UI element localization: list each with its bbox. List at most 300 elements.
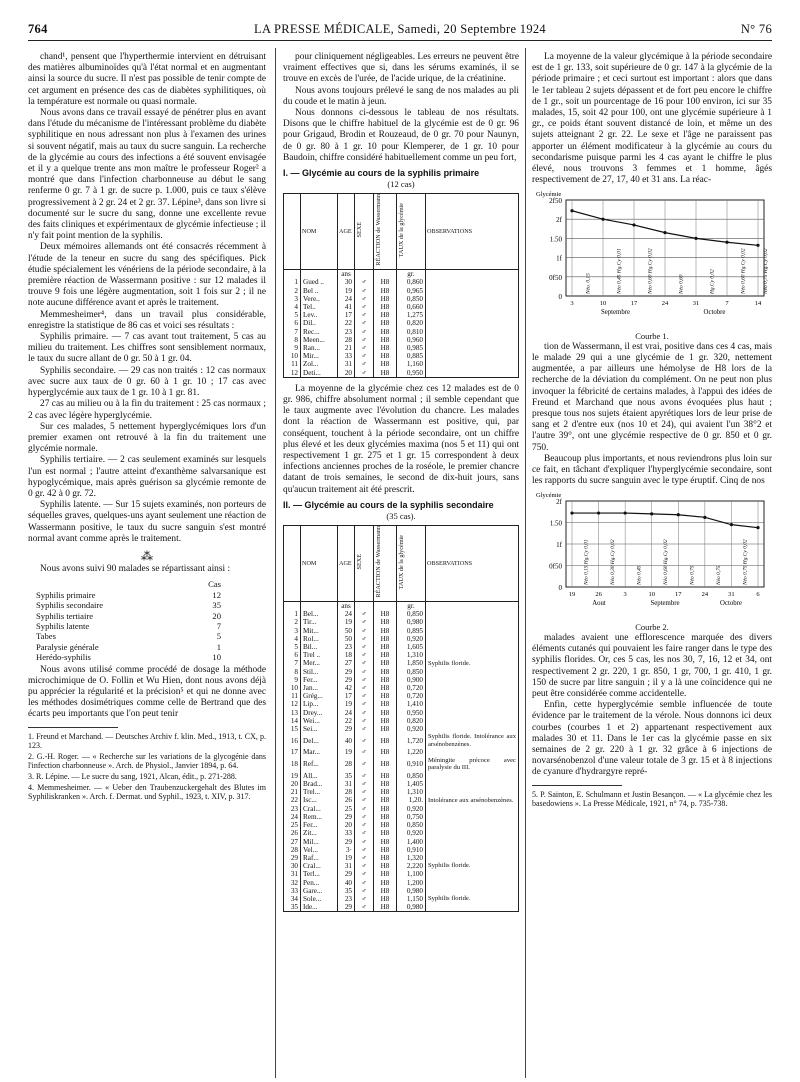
table-row xyxy=(284,295,519,303)
table-cell: 1,100 xyxy=(397,870,426,878)
month-label: Octobre xyxy=(703,309,726,317)
table-cell: H8 xyxy=(374,610,397,618)
table-cell: 7 xyxy=(284,659,301,667)
table-cell xyxy=(426,352,519,360)
table-row xyxy=(284,838,519,846)
distribution-row xyxy=(36,611,221,621)
header-label: OBSERVATIONS xyxy=(427,559,473,567)
table-cell xyxy=(426,838,519,846)
table-cell: H8 xyxy=(374,287,397,295)
table-cell: ♂ xyxy=(355,369,374,378)
table-cell: 0,895 xyxy=(397,627,426,635)
data-point xyxy=(677,514,680,517)
table-cell: Trel... xyxy=(301,788,338,796)
table-cell: 1,220 xyxy=(397,748,426,756)
table-cell: ♂ xyxy=(355,903,374,912)
unit-cell xyxy=(284,270,301,279)
table-cell: ♂ xyxy=(355,676,374,684)
data-point xyxy=(663,231,666,234)
table-cell xyxy=(426,879,519,887)
table-cell xyxy=(426,709,519,717)
table-cell: H8 xyxy=(374,903,397,912)
table-row xyxy=(284,821,519,829)
dist-value: 5 xyxy=(216,631,221,642)
table-cell: ♂ xyxy=(355,887,374,895)
table-cell: 1,410 xyxy=(397,700,426,708)
table-cell: H8 xyxy=(374,838,397,846)
table-cell xyxy=(426,311,519,319)
table-cell: 5 xyxy=(284,311,301,319)
table-cell: 31 xyxy=(338,780,355,788)
table-cell: 35 xyxy=(338,887,355,895)
table-cell: Vere.. xyxy=(301,295,338,303)
table-row xyxy=(284,725,519,733)
table-row xyxy=(284,336,519,344)
table-cell: Rol... xyxy=(301,635,338,643)
header-label: RÉACTION de Wassermann xyxy=(375,526,382,598)
table-row xyxy=(284,879,519,887)
table-cell: 0,850 xyxy=(397,668,426,676)
table-cell: 27 xyxy=(284,838,301,846)
data-point xyxy=(725,241,728,244)
table-cell: H8 xyxy=(374,352,397,360)
unit-cell: ans xyxy=(338,270,355,279)
table-cell: ♂ xyxy=(355,780,374,788)
table-cell: ♂ xyxy=(355,821,374,829)
table-cell: 22 xyxy=(338,319,355,327)
table-cell: 1,20. xyxy=(397,796,426,804)
table-cell: 29 xyxy=(338,838,355,846)
dist-value: 1 xyxy=(216,641,221,652)
month-label: Aout xyxy=(592,600,606,608)
table-row xyxy=(284,895,519,903)
table-cell xyxy=(426,643,519,651)
data-point xyxy=(756,527,759,530)
table-cell: H8 xyxy=(374,854,397,862)
y-axis-label: Glycémie xyxy=(536,492,562,500)
table-cell xyxy=(426,618,519,626)
table-cell: 0,950 xyxy=(397,369,426,378)
table-cell: H8 xyxy=(374,700,397,708)
table-header-cell xyxy=(284,194,301,270)
table-cell: 0,850 xyxy=(397,821,426,829)
dist-label: Herédo-syphilis xyxy=(36,652,91,663)
table-cell: H8 xyxy=(374,319,397,327)
table-cell: 28 xyxy=(338,757,355,772)
table-cell xyxy=(426,287,519,295)
unit-cell: ans xyxy=(338,602,355,611)
table-cell: H8 xyxy=(374,717,397,725)
unit-cell xyxy=(355,270,374,279)
y-tick-label: 1f xyxy=(556,255,562,264)
table-cell: Tel.. xyxy=(301,303,338,311)
month-label: Octobre xyxy=(720,600,742,608)
table-cell: 14 xyxy=(284,717,301,725)
table-cell: 42 xyxy=(338,684,355,692)
table-cell: H8 xyxy=(374,692,397,700)
table-cell: H8 xyxy=(374,748,397,756)
table-row xyxy=(284,772,519,780)
unit-cell: gr. xyxy=(397,602,426,611)
x-tick-label: 24 xyxy=(701,591,709,599)
data-point xyxy=(570,210,573,213)
table-cell: H8 xyxy=(374,643,397,651)
treatment-label: Néo 0,60 Hg.Cy 0,02 xyxy=(740,248,747,295)
table-cell: ♂ xyxy=(355,684,374,692)
table-row xyxy=(284,627,519,635)
table-cell: Intolérance aux arsénobenzènes. xyxy=(426,796,519,804)
table-row xyxy=(284,709,519,717)
table-cell: Gare... xyxy=(301,887,338,895)
chart-2-caption: Courbe 2. xyxy=(635,621,669,632)
data-point xyxy=(632,224,635,227)
table-cell: Jan... xyxy=(301,684,338,692)
table-cell: Brad... xyxy=(301,780,338,788)
table-cell: 1,605 xyxy=(397,643,426,651)
table-cell: 35 xyxy=(284,903,301,912)
x-tick-label: 19 xyxy=(568,591,576,599)
table-row xyxy=(284,813,519,821)
table-cell: 29 xyxy=(338,676,355,684)
table-cell: H8 xyxy=(374,344,397,352)
table-cell: 1,200 xyxy=(397,879,426,887)
table-row xyxy=(284,344,519,352)
table-row xyxy=(284,684,519,692)
table-cell xyxy=(426,369,519,378)
table-cell: H8 xyxy=(374,659,397,667)
distribution-row xyxy=(36,631,221,641)
table-row xyxy=(284,733,519,748)
table-cell xyxy=(426,780,519,788)
distribution-row xyxy=(36,621,221,631)
header-label: AGE xyxy=(339,559,352,567)
table-cell: ♂ xyxy=(355,813,374,821)
table-cell: H8 xyxy=(374,821,397,829)
table-cell: 17 xyxy=(284,748,301,756)
table-cell: 0,850 xyxy=(397,295,426,303)
table-cell: ♂ xyxy=(355,328,374,336)
table-cell: 5 xyxy=(284,643,301,651)
table-cell: Raf... xyxy=(301,854,338,862)
table-cell: 26 xyxy=(284,829,301,837)
table-cell xyxy=(426,870,519,878)
table-cell: 0,920 xyxy=(397,829,426,837)
y-tick-label: 0 xyxy=(558,293,562,302)
treatment-label: Néo 0,60 Hg.Cy 0,02 xyxy=(647,248,654,295)
paragraph: Sur ces malades, 5 nettement hyperglycémiques lors d'un premier examen ont retrouvé à la fin du traitement une glycémie normale. xyxy=(28,421,266,455)
table-cell: 3 xyxy=(284,295,301,303)
table-cell: Syphilis floride. xyxy=(426,895,519,903)
table-row xyxy=(284,668,519,676)
table-cell: 33 xyxy=(338,352,355,360)
table-row xyxy=(284,887,519,895)
table-header-cell xyxy=(426,526,519,602)
table-cell: 50 xyxy=(338,635,355,643)
table-cell: H8 xyxy=(374,895,397,903)
dist-value: 35 xyxy=(212,600,221,611)
footnote-text: 5. P. Sainton, E. Schulmann et Justin Besançon. — « La glycémie chez les basedowiens ». La Presse Médicale, 1921, n° 74, p. 735-738. xyxy=(532,789,772,809)
table-cell: 1,310 xyxy=(397,788,426,796)
table-cell: 23 xyxy=(338,643,355,651)
table-cell: H8 xyxy=(374,788,397,796)
footnote: 3. R. Lépine. — Le sucre du sang, 1921, Alcan, édit., p. 271-288. xyxy=(28,771,237,781)
table-cell: ♂ xyxy=(355,659,374,667)
table-cell: 19 xyxy=(338,854,355,862)
table-cell: H8 xyxy=(374,303,397,311)
table-row xyxy=(284,870,519,878)
distribution-row xyxy=(36,600,221,610)
col3-paragraph-1: La moyenne de la valeur glycémique à la période secondaire est de 1 gr. 133, soit supérieure de 0 gr. 147 à la glycémie de la période primaire ; et ceci surtout est important : alors que dans le 1er tableau 2 sujets dépassent et de fort peu encore le chiffre de 1 gr., soit un pourcentage de 16 pour 100 environ, ici sur 35 malades, 15, soit 42 pour 100, ont une glycémie supérieure à 1 gr., ce poids étant souvent distancé de loin, et même un des sujets atteignant 2 gr. 22. Le sexe et l'âge ne paraissent pas apporter un élément modificateur à la glycémie au cours du secondarisme puisque parmi les 4 cas ayant le chiffre le plus élevé, nous trouvons 3 femmes et 1 homme, âgés respectivement de 27, 17, 40 et 31 ans. La réac- xyxy=(532,52,772,186)
treatment-label: Néo. 0,15 xyxy=(585,273,592,295)
table-cell: 3 xyxy=(284,627,301,635)
x-tick-label: 31 xyxy=(728,591,735,599)
paragraph: Memmesheimer⁴, dans un travail plus considérable, enregistre la statistique de 86 cas et voici ses résultats : xyxy=(28,309,266,331)
table-cell: H8 xyxy=(374,862,397,870)
table-cell: Sole... xyxy=(301,895,338,903)
paragraph: Nous donnons ci-dessous le tableau de nos résultats. Disons que le chiffre habituel de la glycémie est de 0 gr. 96 pour Grigaud, Brodin et Rouzeaud, de 0 gr. 70 pour Naunyn, de 0 gr. 80 à 1 gr. 10 pour Klemperer, de 1 gr. 10 pour Baudoin, chiffre considéré habituellement comme un peu fort, xyxy=(283,108,519,163)
table-cell: ♂ xyxy=(355,846,374,854)
table-row xyxy=(284,635,519,643)
header-label: OBSERVATIONS xyxy=(427,227,473,235)
table-cell: 20 xyxy=(338,369,355,378)
table-cell: Dil.. xyxy=(301,319,338,327)
footnote: 1. Freund et Marchand. — Deutsches Archiv f. klin. Med., 1913, t. CX, p. 123. xyxy=(28,731,266,751)
table-header-cell xyxy=(426,194,519,270)
table-cell: H8 xyxy=(374,733,397,748)
table-header-cell xyxy=(355,194,374,270)
paragraph: Syphilis tertiaire. — 2 cas seulement examinés sur lesquels l'un est normal ; l'autre atteint d'exanthème salvarsanique est hypoglycémique, mais après guérison sa glycémie remonte de 0 gr. 42 à 0 gr. 72. xyxy=(28,455,266,499)
table-cell: Bel... xyxy=(301,610,338,618)
table-cell: 25 xyxy=(338,805,355,813)
table-row xyxy=(284,805,519,813)
treatment-label: Néo 0,75 xyxy=(716,566,723,586)
chart-1-caption: Courbe 1. xyxy=(635,330,669,341)
unit-cell xyxy=(301,602,338,611)
table-cell xyxy=(426,846,519,854)
table-cell: Isc... xyxy=(301,796,338,804)
table-row xyxy=(284,360,519,368)
table-cell: ♂ xyxy=(355,287,374,295)
x-tick-label: 26 xyxy=(595,591,602,599)
column-2-text xyxy=(283,52,519,164)
month-label: Septembre xyxy=(650,600,680,608)
table-cell: 16 xyxy=(284,733,301,748)
treatment-label: Hg.Cy 0,02 xyxy=(709,269,716,295)
table-cell: 23 xyxy=(284,805,301,813)
table-cell xyxy=(426,319,519,327)
table-cell: Mar... xyxy=(301,748,338,756)
table-cell xyxy=(426,328,519,336)
table-cell: 0,980 xyxy=(397,618,426,626)
treatment-label: Néo 0,60 Hg.Cy 0,02 xyxy=(663,539,669,586)
table-cell: H8 xyxy=(374,757,397,772)
x-tick-label: 7 xyxy=(725,300,729,308)
table-cell: Mer... xyxy=(301,659,338,667)
table-cell: ♂ xyxy=(355,303,374,311)
unit-cell xyxy=(284,602,301,611)
table-cell: Grég... xyxy=(301,692,338,700)
table-cell: 4 xyxy=(284,635,301,643)
table-cell: H8 xyxy=(374,772,397,780)
table-row xyxy=(284,319,519,327)
table-cell: ♂ xyxy=(355,838,374,846)
table-cell xyxy=(426,717,519,725)
header-label: TAUX de la glycémie xyxy=(398,203,405,258)
table-cell: 12 xyxy=(284,369,301,378)
table-cell: ♂ xyxy=(355,295,374,303)
table-cell: 29 xyxy=(284,854,301,862)
table-cell: 29 xyxy=(338,903,355,912)
table-cell: 11 xyxy=(284,692,301,700)
table-cell: 24 xyxy=(338,709,355,717)
table-cell: Syphilis floride. xyxy=(426,862,519,870)
table-cell: H8 xyxy=(374,780,397,788)
table-cell: ♂ xyxy=(355,635,374,643)
table-cell: 11 xyxy=(284,360,301,368)
column-3 xyxy=(532,52,772,810)
table-cell: 23 xyxy=(338,328,355,336)
dist-label: Syphilis secondaire xyxy=(36,600,104,611)
data-point xyxy=(597,512,600,515)
table-cell: 33 xyxy=(284,887,301,895)
table-cell: 1,160 xyxy=(397,360,426,368)
table-header-cell xyxy=(284,526,301,602)
table-cell: 0,820 xyxy=(397,717,426,725)
table-cell: H8 xyxy=(374,887,397,895)
table-cell: 0,900 xyxy=(397,676,426,684)
table-cell: 1,275 xyxy=(397,311,426,319)
table-cell xyxy=(426,668,519,676)
data-point xyxy=(601,218,604,221)
table-cell: 17 xyxy=(338,311,355,319)
table-cell: 1,405 xyxy=(397,780,426,788)
table-row xyxy=(284,278,519,286)
dist-label: Tabes xyxy=(36,631,56,642)
table-cell: 13 xyxy=(284,709,301,717)
table-cell: 9 xyxy=(284,676,301,684)
unit-cell xyxy=(426,602,519,611)
table-row xyxy=(284,643,519,651)
table-cell: ♂ xyxy=(355,862,374,870)
header-label: TAUX de la glycémie xyxy=(398,534,405,590)
unit-cell xyxy=(301,270,338,279)
table-cell: 19 xyxy=(338,618,355,626)
dist-label: Syphilis tertiaire xyxy=(36,610,94,621)
dist-value: 10 xyxy=(212,652,221,663)
table-cell: 0,950 xyxy=(397,709,426,717)
x-tick-label: 3 xyxy=(570,300,574,308)
table-cell: 19 xyxy=(338,287,355,295)
table-cell: 29 xyxy=(338,725,355,733)
section-stars: ⁂ xyxy=(141,548,153,563)
table-cell: Del... xyxy=(301,733,338,748)
table-cell: 21 xyxy=(284,788,301,796)
header-label: RÉACTION de Wassermann xyxy=(375,194,382,266)
column-1-text xyxy=(28,52,266,545)
dist-value: 20 xyxy=(212,610,221,621)
table-cell: 6 xyxy=(284,651,301,659)
table-cell xyxy=(426,788,519,796)
table-cell: 1,310 xyxy=(397,651,426,659)
table-cell xyxy=(426,303,519,311)
table-cell: Syphilis floride. Intolérance aux arsénobenzènes. xyxy=(426,733,519,748)
table-cell: 30 xyxy=(338,278,355,286)
table-cell xyxy=(426,336,519,344)
table-row xyxy=(284,780,519,788)
table-cell: Drey... xyxy=(301,709,338,717)
table-row xyxy=(284,287,519,295)
chart-courbe-2 xyxy=(532,487,772,632)
table-cell: 26 xyxy=(338,796,355,804)
table-cell: Bil... xyxy=(301,643,338,651)
data-point xyxy=(730,524,733,527)
paragraph: pour cliniquement négligeables. Les erreurs ne peuvent être vraiment effectives que si, dans les sérums examinés, il se trouve en excès de l'urée, de l'acide urique, de la créatinine. xyxy=(283,52,519,85)
table-cell: 3· xyxy=(338,846,355,854)
table-cell: Meen... xyxy=(301,336,338,344)
data-point xyxy=(703,516,706,519)
table-cell xyxy=(426,627,519,635)
table-cell: ♂ xyxy=(355,870,374,878)
unit-cell xyxy=(374,602,397,611)
x-tick-label: 17 xyxy=(675,591,682,599)
footnote-5 xyxy=(532,790,772,809)
column-2 xyxy=(283,52,519,912)
table-cell: 10 xyxy=(284,352,301,360)
table-cell: 19 xyxy=(338,748,355,756)
table-cell: Vel... xyxy=(301,846,338,854)
treatment-label: Néo 0,30 Hg.Cy 0,02 xyxy=(609,539,616,586)
table-cell: H8 xyxy=(374,651,397,659)
x-tick-label: 3 xyxy=(623,591,627,599)
table-cell: ♂ xyxy=(355,627,374,635)
table-cell: 6 xyxy=(284,319,301,327)
chart-1-svg xyxy=(532,186,772,324)
table-cell: Sei... xyxy=(301,725,338,733)
unit-cell xyxy=(426,270,519,279)
table-row xyxy=(284,651,519,659)
table-cell: H8 xyxy=(374,879,397,887)
table-cell xyxy=(426,748,519,756)
col3-paragraph-4: malades avaient une efflorescence marquée des divers éléments cutanés qui pouvaient les faire ranger dans le type des syphilis florides. Or, ces 5 cas, les nos 30, 7, 16, 12 et 34, ont respectivement 2 gr. 220, 1 gr. 850, 1 gr, 700, 1 gr. 410, 1 gr. 150 de sucre par litre sanguin ; il y a là une coïncidence qui ne peut être considérée comme accidentelle. xyxy=(532,632,772,699)
table-cell: H8 xyxy=(374,278,397,286)
paragraph: Nous avons toujours prélevé le sang de nos malades au pli du coude et le matin à jeun. xyxy=(283,85,519,107)
table-cell: H8 xyxy=(374,870,397,878)
table-cell: Mit... xyxy=(301,627,338,635)
footnotes xyxy=(28,732,266,802)
chart-2-svg xyxy=(532,487,772,615)
table-cell: Trel .. xyxy=(301,651,338,659)
table-cell xyxy=(426,829,519,837)
x-tick-label: 17 xyxy=(630,300,638,308)
table-cell: ♂ xyxy=(355,618,374,626)
table-cell: 35 xyxy=(338,772,355,780)
table-cell: 0,810 xyxy=(397,328,426,336)
table-cell: Rec... xyxy=(301,328,338,336)
table-header-cell xyxy=(301,194,338,270)
table-cell: 0,910 xyxy=(397,757,426,772)
header-label: AGE xyxy=(339,227,352,235)
table-cell xyxy=(426,676,519,684)
table-cell: 0,860 xyxy=(397,278,426,286)
data-point xyxy=(624,512,627,515)
table-cell: 22 xyxy=(284,796,301,804)
table-cell xyxy=(426,725,519,733)
treatment-label: Néo 0,60 xyxy=(678,274,685,295)
table-cell: H8 xyxy=(374,295,397,303)
table-cell: 0,910 xyxy=(397,846,426,854)
y-tick-label: 1.50 xyxy=(549,519,562,528)
treatment-label: Néo 0,15 Hg.Cy 0,01 xyxy=(583,539,590,586)
